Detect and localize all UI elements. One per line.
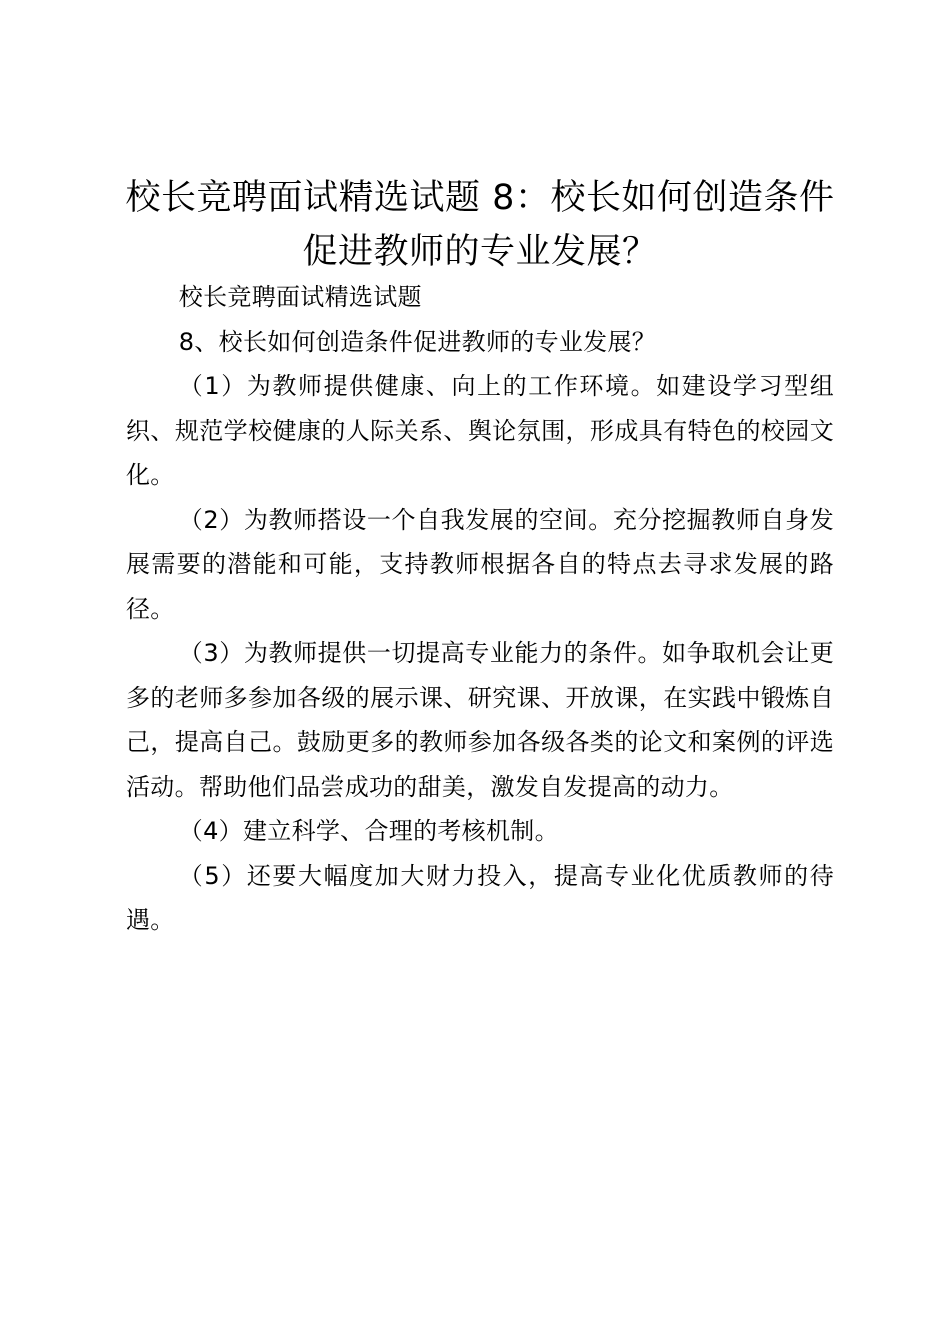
paragraph-point-3: （3）为教师提供一切提高专业能力的条件。如争取机会让更多的老师多参加各级的展示课、研究课、开放课，在实践中锻炼自己，提高自己。鼓励更多的教师参加各级各类的论文和案例的评选活动。帮助他们品尝成功的甜美，激发自发提高的动力。 [126, 639, 834, 801]
paragraph-point-5: （5）还要大幅度加大财力投入，提高专业化优质教师的待遇。 [126, 861, 834, 934]
paragraph-point-4: （4）建立科学、合理的考核机制。 [178, 817, 559, 845]
paragraph-subtitle: 校长竞聘面试精选试题 [178, 283, 422, 311]
paragraph-point-1: （1）为教师提供健康、向上的工作环境。如建设学习型组织、规范学校健康的人际关系、舆论氛围，形成具有特色的校园文化。 [126, 372, 834, 489]
paragraph-question: 8、校长如何创造条件促进教师的专业发展？ [178, 327, 657, 356]
document-title: 校长竞聘面试精选试题 8：校长如何创造条件促进教师的专业发展？ [125, 178, 835, 272]
document-body [126, 275, 834, 943]
paragraph-point-2: （2）为教师搭设一个自我发展的空间。充分挖掘教师自身发展需要的潜能和可能，支持教师根据各自的特点去寻求发展的路径。 [126, 505, 834, 623]
